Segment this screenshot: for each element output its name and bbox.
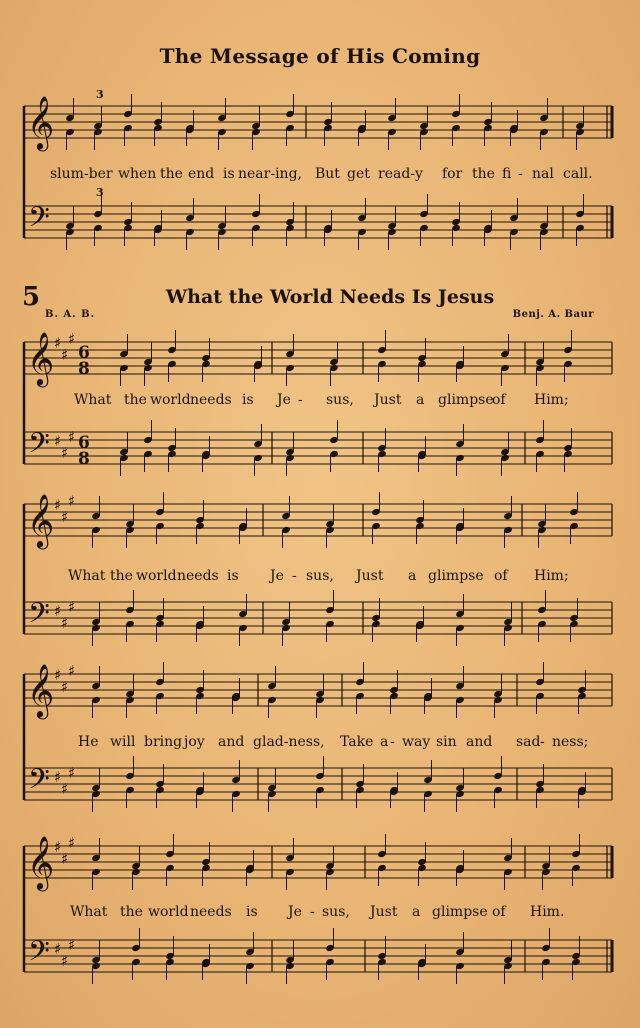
sharp-icon: ♯	[68, 492, 76, 510]
sharp-icon: ♯	[54, 940, 62, 958]
sharp-icon: ♯	[61, 614, 69, 632]
words-credit: B. A. B.	[45, 309, 96, 320]
music-credit: Benj. A. Baur	[512, 309, 594, 320]
bass-clef-icon: 𝄢	[28, 201, 50, 241]
sharp-icon: ♯	[68, 598, 76, 616]
sharp-icon: ♯	[54, 432, 62, 450]
sharp-icon: ♯	[54, 334, 62, 352]
time-signature-top: 6	[78, 343, 90, 363]
sharp-icon: ♯	[61, 850, 69, 868]
sharp-icon: ♯	[61, 952, 69, 970]
sharp-icon: ♯	[68, 936, 76, 954]
sharp-icon: ♯	[54, 496, 62, 514]
time-signature-bottom: 8	[78, 359, 90, 379]
sharp-icon: ♯	[68, 834, 76, 852]
sharp-icon: ♯	[68, 428, 76, 446]
treble-clef-icon: 𝄞	[27, 835, 55, 889]
music-system-4: 𝄞 𝄢 ♯ ♯ ♯ ♯ ♯ ♯ He will bring joy and glad-ness, Take a - way sin and sad - ness;	[0, 660, 640, 820]
music-system-2: 𝄞 𝄢 ♯ ♯ ♯ ♯ ♯ ♯ 6 8 6 8 What the world needs is Je - sus, Just a glimpse of Him;	[0, 328, 640, 488]
music-system-3: 𝄞 𝄢 ♯ ♯ ♯ ♯ ♯ ♯ What the world needs is Je - sus, Just a glimpse of Him;	[0, 488, 640, 648]
treble-clef-icon: 𝄞	[27, 95, 55, 149]
time-signature-top: 6	[78, 433, 90, 453]
time-signature-bottom: 8	[78, 449, 90, 469]
hymn-title: What the World Needs Is Jesus	[165, 286, 495, 308]
sharp-icon: ♯	[54, 768, 62, 786]
music-system-5: 𝄞 𝄢 ♯ ♯ ♯ ♯ ♯ ♯ What the world needs is Je - sus, Just a glimpse of Him.	[0, 830, 640, 990]
sharp-icon: ♯	[68, 330, 76, 348]
music-system-1: 𝄞 𝄢 3 3 slum-ber when the end is near-ing, But get read-y for the fi - nal call.	[0, 90, 640, 250]
bass-clef-icon: 𝄢	[28, 427, 50, 467]
sharp-icon: ♯	[61, 444, 69, 462]
sharp-icon: ♯	[54, 838, 62, 856]
triplet-mark: 3	[96, 186, 104, 199]
sharp-icon: ♯	[61, 346, 69, 364]
sharp-icon: ♯	[54, 602, 62, 620]
hymn-number: 5	[22, 282, 41, 312]
bass-clef-icon: 𝄢	[28, 935, 50, 975]
sharp-icon: ♯	[68, 764, 76, 782]
treble-clef-icon: 𝄞	[27, 663, 55, 717]
sharp-icon: ♯	[61, 508, 69, 526]
sharp-icon: ♯	[54, 666, 62, 684]
staff-notation	[0, 328, 640, 488]
bass-clef-icon: 𝄢	[28, 597, 50, 637]
previous-hymn-title: The Message of His Coming	[159, 44, 481, 68]
triplet-mark: 3	[96, 90, 104, 101]
treble-clef-icon: 𝄞	[27, 331, 55, 385]
sharp-icon: ♯	[68, 662, 76, 680]
treble-clef-icon: 𝄞	[27, 493, 55, 547]
bass-clef-icon: 𝄢	[28, 763, 50, 803]
sharp-icon: ♯	[61, 678, 69, 696]
sharp-icon: ♯	[61, 780, 69, 798]
